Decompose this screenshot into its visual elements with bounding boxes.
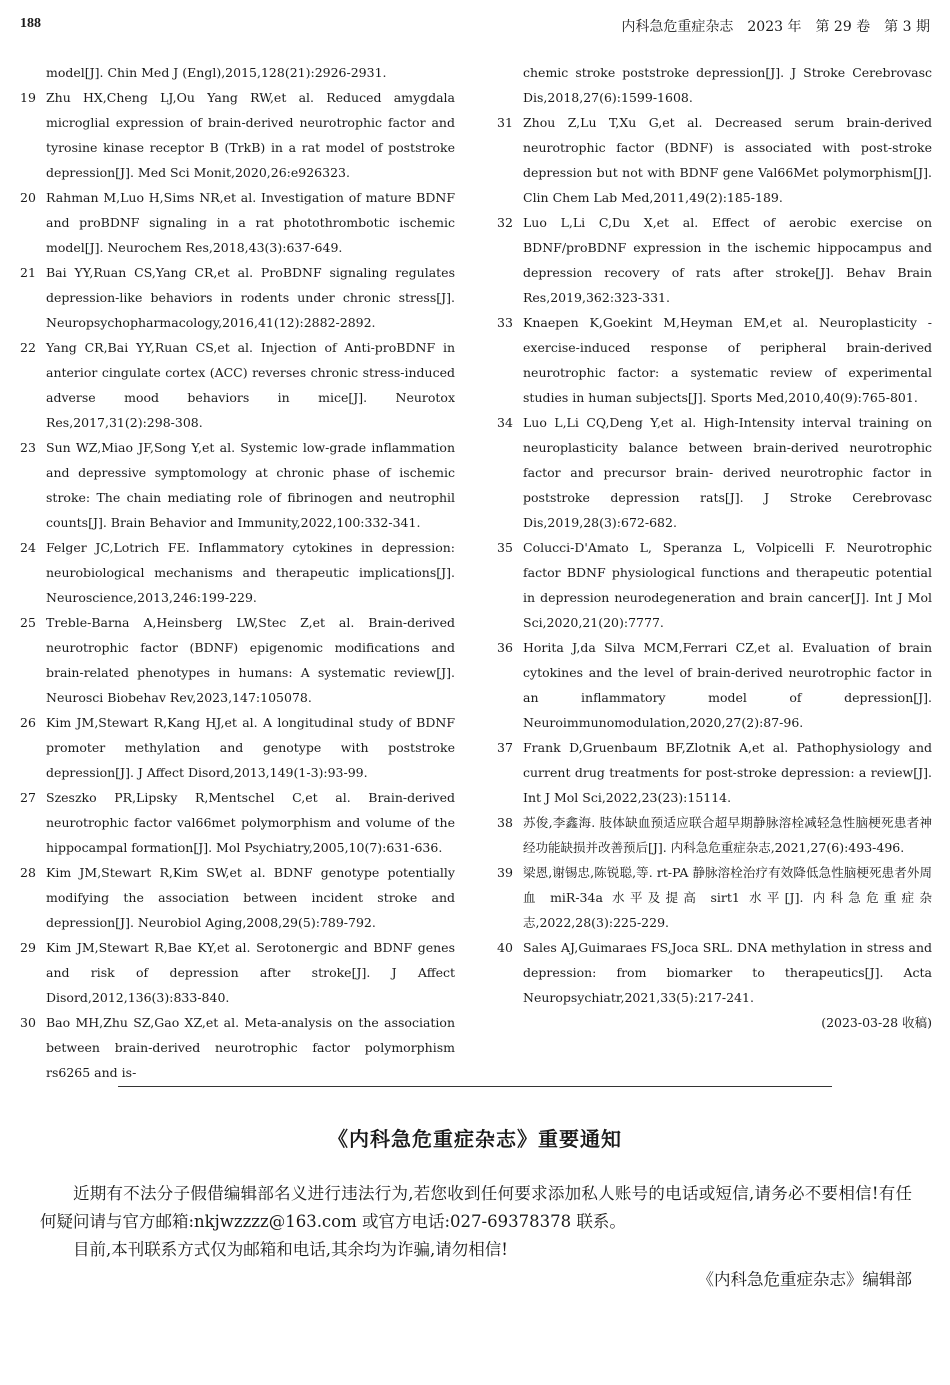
reference-number: 28	[20, 865, 36, 880]
reference-number: 29	[20, 940, 36, 955]
reference-item	[20, 185, 455, 260]
reference-number: 24	[20, 540, 36, 555]
reference-number: 21	[20, 265, 36, 280]
references-right-column	[497, 60, 932, 1035]
reference-item	[20, 935, 455, 1010]
reference-number: 30	[20, 1015, 36, 1030]
reference-item	[497, 635, 932, 735]
page-header	[20, 16, 930, 40]
reference-text: Szeszko PR,Lipsky R,Mentschel C,et al. Brain-derived neurotrophic factor val66met polymorphism and volume of the hippocampal formation[J]. Mol Psychiatry,2005,10(7):631-636.	[46, 790, 455, 855]
reference-item	[20, 535, 455, 610]
reference-text: Bai YY,Ruan CS,Yang CR,et al. ProBDNF signaling regulates depression-like behaviors in rodents under chronic stress[J]. Neuropsychopharmacology,2016,41(12):2882-2892.	[46, 265, 455, 330]
reference-number: 33	[497, 315, 513, 330]
reference-item	[20, 1010, 455, 1085]
reference-number: 27	[20, 790, 36, 805]
reference-text: model[J]. Chin Med J (Engl),2015,128(21):2926-2931.	[46, 65, 387, 80]
reference-text: Sales AJ,Guimaraes FS,Joca SRL. DNA methylation in stress and depression: from biomarker to therapeutics[J]. Acta Neuropsychiatr,2021,33(5):217-241.	[523, 940, 932, 1005]
reference-text: Rahman M,Luo H,Sims NR,et al. Investigation of mature BDNF and proBDNF signaling in a rat photothrombotic ischemic model[J]. Neurochem Res,2018,43(3):637-649.	[46, 190, 455, 255]
reference-text: Treble-Barna A,Heinsberg LW,Stec Z,et al. Brain-derived neurotrophic factor (BDNF) epigenomic modifications and brain-related phenotypes in humans: A systematic review[J]. Neurosci Biobehav Rev,2023,147:105078.	[46, 615, 455, 705]
reference-text: Zhu HX,Cheng LJ,Ou Yang RW,et al. Reduced amygdala microglial expression of brain-derived neurotrophic factor and tyrosine kinase receptor B (TrkB) in a rat model of poststroke depression[J]. Med Sci Monit,2020,26:e926323.	[46, 90, 455, 180]
reference-number: 31	[497, 115, 513, 130]
reference-item	[497, 935, 932, 1010]
notice-body	[40, 1180, 912, 1264]
received-date: (2023-03-28 收稿)	[821, 1015, 932, 1030]
reference-text: Kim JM,Stewart R,Bae KY,et al. Serotonergic and BDNF genes and risk of depression after stroke[J]. J Affect Disord,2012,136(3):833-840.	[46, 940, 455, 1005]
reference-number: 23	[20, 440, 36, 455]
reference-item	[20, 785, 455, 860]
reference-text: Knaepen K,Goekint M,Heyman EM,et al. Neuroplasticity - exercise-induced response of peripheral brain-derived neurotrophic factor: a systematic review of experimental studies in human subjects[J]. Sports Med,2010,40(9):765-801.	[523, 315, 932, 405]
reference-item	[20, 860, 455, 935]
reference-text: Kim JM,Stewart R,Kim SW,et al. BDNF genotype potentially modifying the association between incident stroke and depression[J]. Neurobiol Aging,2008,29(5):789-792.	[46, 865, 455, 930]
reference-item	[497, 860, 932, 935]
reference-text: Luo L,Li C,Du X,et al. Effect of aerobic exercise on BDNF/proBDNF expression in the ischemic hippocampus and depression recovery of rats after stroke[J]. Behav Brain Res,2019,362:323-331.	[523, 215, 932, 305]
reference-text: Yang CR,Bai YY,Ruan CS,et al. Injection of Anti-proBDNF in anterior cingulate cortex (ACC) reverses chronic stress-induced adverse mood behaviors in mice[J]. Neurotox Res,2017,31(2):298-308.	[46, 340, 455, 430]
reference-text: Luo L,Li CQ,Deng Y,et al. High-Intensity interval training on neuroplasticity balance between brain-derived neurotrophic factor and precursor brain- derived neurotrophic factor in poststroke depression rats[J]. J Stroke Cerebrovasc Dis,2019,28(3):672-682.	[523, 415, 932, 530]
reference-text: 梁恩,谢锡忠,陈锐聪,等. rt-PA 静脉溶栓治疗有效降低急性脑梗死患者外周血 miR-34a 水平及提高 sirt1 水平[J]. 内科急危重症杂志,2022,28(3):225-229.	[523, 865, 932, 930]
notice-paragraph-2: 目前,本刊联系方式仅为邮箱和电话,其余均为诈骗,请勿相信!	[73, 1240, 508, 1259]
reference-item	[20, 335, 455, 435]
reference-number: 38	[497, 815, 513, 830]
reference-number: 19	[20, 90, 36, 105]
reference-item	[497, 60, 932, 110]
reference-item	[20, 710, 455, 785]
reference-item	[20, 435, 455, 535]
reference-number: 36	[497, 640, 513, 655]
reference-number: 26	[20, 715, 36, 730]
reference-number: 40	[497, 940, 513, 955]
notice-signature: 《内科急危重症杂志》编辑部	[697, 1270, 912, 1289]
reference-number: 34	[497, 415, 513, 430]
reference-number: 35	[497, 540, 513, 555]
reference-item	[20, 85, 455, 185]
reference-number: 22	[20, 340, 36, 355]
reference-text: Colucci-D'Amato L, Speranza L, Volpicelli F. Neurotrophic factor BDNF physiological functions and therapeutic potential in depression neurodegeneration and brain cancer[J]. Int J Mol Sci,2020,21(20):7777.	[523, 540, 932, 630]
references-left-column	[20, 60, 455, 1085]
notice-paragraph-1: 近期有不法分子假借编辑部名义进行违法行为,若您收到任何要求添加私人账号的电话或短信,请务必不要相信!有任何疑问请与官方邮箱:nkjwzzzz@163.com 或官方电话:027-69378378 联系。	[40, 1184, 912, 1231]
reference-number: 37	[497, 740, 513, 755]
journal-info: 内科急危重症杂志 2023 年 第 29 卷 第 3 期	[621, 19, 930, 35]
reference-item	[20, 60, 455, 85]
reference-number: 25	[20, 615, 36, 630]
reference-text: Bao MH,Zhu SZ,Gao XZ,et al. Meta-analysis on the association between brain-derived neurotrophic factor polymorphism rs6265 and is-	[46, 1015, 455, 1080]
page-number: 188	[20, 16, 41, 31]
reference-item	[497, 535, 932, 635]
reference-item	[497, 310, 932, 410]
reference-item	[497, 810, 932, 860]
reference-text: Zhou Z,Lu T,Xu G,et al. Decreased serum brain-derived neurotrophic factor (BDNF) is associated with post-stroke depression but not with BDNF gene Val66Met polymorphism[J]. Clin Chem Lab Med,2011,49(2):185-189.	[523, 115, 932, 205]
reference-text: Felger JC,Lotrich FE. Inflammatory cytokines in depression: neurobiological mechanisms and therapeutic implications[J]. Neuroscience,2013,246:199-229.	[46, 540, 455, 605]
reference-item	[497, 735, 932, 810]
reference-text: chemic stroke poststroke depression[J]. J Stroke Cerebrovasc Dis,2018,27(6):1599-1608.	[523, 65, 932, 105]
reference-number: 20	[20, 190, 36, 205]
reference-text: 苏俊,李鑫海. 肢体缺血预适应联合超早期静脉溶栓减轻急性脑梗死患者神经功能缺损并改善预后[J]. 内科急危重症杂志,2021,27(6):493-496.	[523, 815, 932, 855]
reference-text: Frank D,Gruenbaum BF,Zlotnik A,et al. Pathophysiology and current drug treatments for post-stroke depression: a review[J]. Int J Mol Sci,2022,23(23):15114.	[523, 740, 932, 805]
reference-item	[497, 210, 932, 310]
section-divider	[118, 1086, 832, 1087]
reference-number: 39	[497, 865, 513, 880]
notice-title: 《内科急危重症杂志》重要通知	[328, 1127, 622, 1151]
reference-item	[497, 110, 932, 210]
reference-number: 32	[497, 215, 513, 230]
reference-text: Horita J,da Silva MCM,Ferrari CZ,et al. Evaluation of brain cytokines and the level of brain-derived neurotrophic factor in an inflammatory model of depression[J]. Neuroimmunomodulation,2020,27(2):87-96.	[523, 640, 932, 730]
reference-item	[20, 260, 455, 335]
reference-item	[20, 610, 455, 710]
reference-item	[497, 410, 932, 535]
reference-text: Kim JM,Stewart R,Kang HJ,et al. A longitudinal study of BDNF promoter methylation and genotype with poststroke depression[J]. J Affect Disord,2013,149(1-3):93-99.	[46, 715, 455, 780]
reference-text: Sun WZ,Miao JF,Song Y,et al. Systemic low-grade inflammation and depressive symptomology at chronic phase of ischemic stroke: The chain mediating role of fibrinogen and neutrophil counts[J]. Brain Behavior and Immunity,2022,100:332-341.	[46, 440, 455, 530]
